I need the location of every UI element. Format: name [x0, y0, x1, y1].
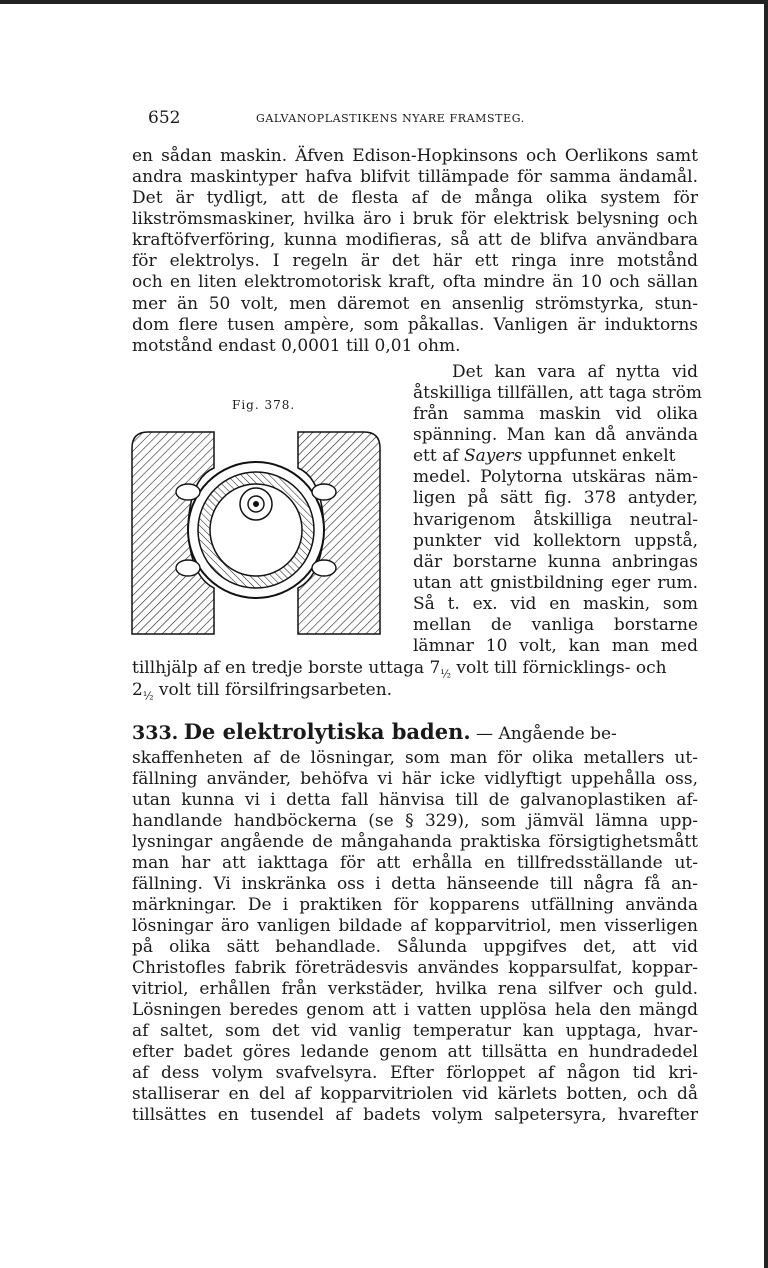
name-sayers: Sayers	[463, 446, 523, 466]
text-line: Så t. ex. vid en maskin, som	[413, 594, 698, 614]
text-line: åtskilliga tillfällen, att taga ström	[413, 383, 703, 403]
text-line: vitriol, erhållen från verkstäder, hvilka rena silfver och guld.	[132, 979, 698, 999]
text-line: punkter vid kollektorn uppstå,	[413, 531, 698, 551]
text-line: af dess volym svafvelsyra. Efter förloppet af någon tid kri-	[132, 1063, 698, 1083]
text-line: utan att gnistbildning eger rum.	[413, 573, 698, 593]
text-line: likströmsmaskiner, hvilka äro i bruk för elektrisk belysning och	[132, 209, 698, 229]
text-line: tillsättes en tusendel af badets volym salpetersyra, hvarefter	[132, 1105, 698, 1125]
text-line: för elektrolys. I regeln är det här ett ringa inre motstånd	[132, 251, 698, 271]
section-title: De elektrolytiska baden.	[183, 719, 471, 744]
text-line: kraftöfverföring, kunna modifieras, så att de blifva användbara	[132, 230, 698, 250]
text-line: där borstarne kunna anbringas	[413, 552, 698, 572]
section-number: 333.	[132, 722, 179, 744]
text-line: dom flere tusen ampère, som påkallas. Vanligen är induktorns	[132, 315, 698, 335]
figure-caption: Fig. 378.	[232, 398, 296, 412]
text-line: spänning. Man kan då använda	[413, 425, 698, 445]
text-line: ligen på sätt fig. 378 antyder,	[413, 488, 698, 508]
text-line: ett af Sayers uppfunnet enkelt	[413, 446, 676, 466]
text-line: fällning använder, behöfva vi här icke vidlyftigt uppehålla oss,	[132, 769, 698, 789]
text-line: hvarigenom åtskilliga neutral-	[413, 510, 698, 530]
text-line: stalliserar en del af kopparvitriolen vid kärlets botten, och då	[132, 1084, 698, 1104]
text-line: andra maskintyper hafva blifvit tillämpade för samma ändamål.	[132, 167, 698, 187]
text-line: skaffenheten af de lösningar, som man för olika metallers ut-	[132, 748, 698, 768]
text-line: mer än 50 volt, men däremot en ansenlig strömstyrka, stun-	[132, 294, 698, 314]
text-line: efter badet göres ledande genom att tillsätta en hundradedel	[132, 1042, 698, 1062]
text-line: utan kunna vi i detta fall hänvisa till de galvanoplastiken af-	[132, 790, 698, 810]
text-line: medel. Polytorna utskäras näm-	[413, 467, 698, 487]
text-line: handlande handböckerna (se § 329), som jämväl lämna upp-	[132, 811, 698, 831]
text-line: märkningar. De i praktiken för kopparens utfällning använda	[132, 895, 698, 915]
text-line: lysningar angående de mångahanda praktiska försigtighetsmått	[132, 832, 698, 852]
text-line: fällning. Vi inskränka oss i detta hänseende till några få an-	[132, 874, 698, 894]
text-line: Lösningen beredes genom att i vatten upplösa hela den mängd	[132, 1000, 698, 1020]
text-line: tillhjälp af en tredje borste uttaga $7_{\frac{1}{2}}$ volt till förnicklings- och	[132, 658, 667, 681]
text-line: Christofles fabrik företrädesvis användes kopparsulfat, koppar-	[132, 958, 698, 978]
text-line: en sådan maskin. Äfven Edison-Hopkinsons och Oerlikons samt	[132, 146, 698, 166]
dynamo-pole-figure	[130, 428, 382, 638]
text-line: lösningar äro vanligen bildade af kopparvitriol, men visserligen	[132, 916, 698, 936]
text-line: på olika sätt behandlade. Sålunda uppgifves det, att vid	[132, 937, 698, 957]
running-title: GALVANOPLASTIKENS NYARE FRAMSTEG.	[256, 112, 525, 125]
text-line: mellan de vanliga borstarne	[413, 615, 698, 635]
text-line: $2_{\frac{1}{2}}$ volt till försilfringsarbeten.	[132, 680, 393, 703]
text-line: Det kan vara af nytta vid	[452, 362, 698, 382]
scan-border-top	[0, 0, 768, 4]
text-line: man har att iakttaga för att erhålla en tillfredsställande ut-	[132, 853, 698, 873]
text-line: lämnar 10 volt, kan man med	[413, 636, 698, 656]
text-line: och en liten elektromotorisk kraft, ofta mindre än 10 och sällan	[132, 272, 698, 292]
text-line: Det är tydligt, att de flesta af de många olika system för	[132, 188, 698, 208]
scan-border-right	[764, 0, 768, 1268]
page-header	[148, 108, 708, 130]
text-line: motstånd endast 0,0001 till 0,01 ohm.	[132, 336, 461, 356]
text-line: från samma maskin vid olika	[413, 404, 698, 424]
page-number: 652	[148, 108, 181, 128]
text-line: af saltet, som det vid vanlig temperatur kan upptaga, hvar-	[132, 1021, 698, 1041]
section-heading: 333. De elektrolytiska baden. — Angående be-	[132, 719, 617, 744]
